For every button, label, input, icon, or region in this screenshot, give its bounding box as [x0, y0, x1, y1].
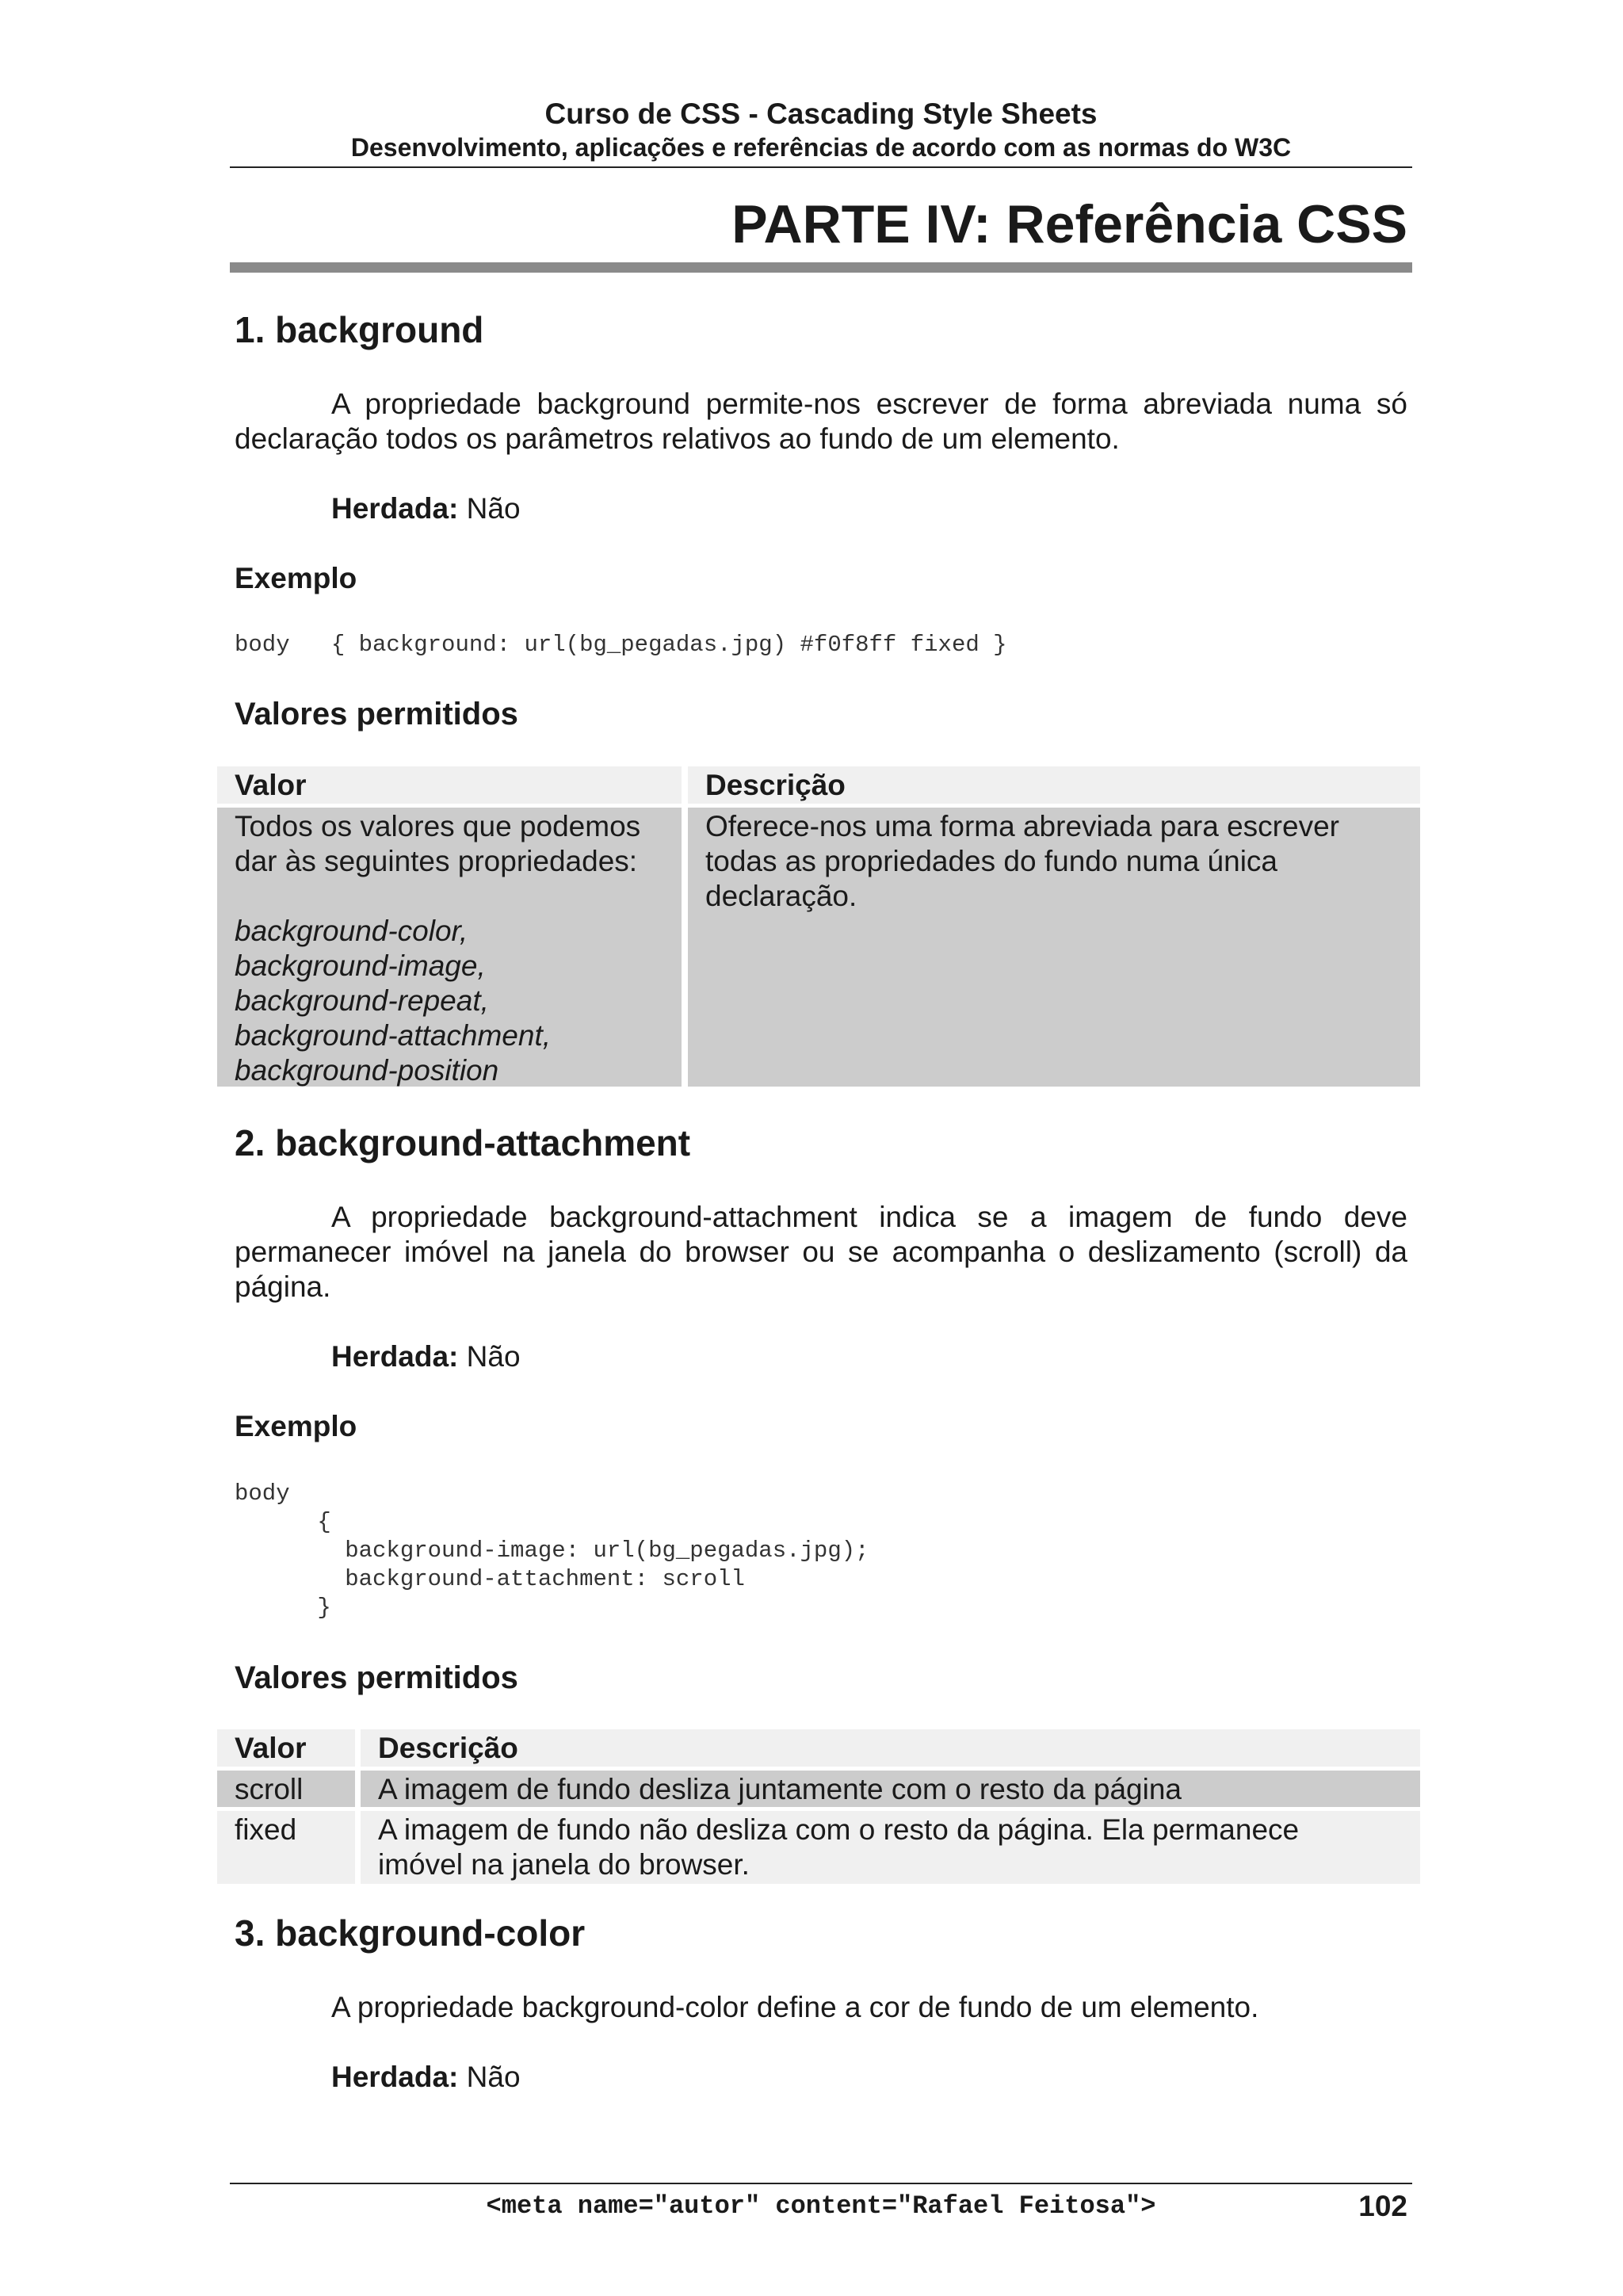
- section-title: 2. background-attachment: [235, 1122, 691, 1163]
- inherited-line: [331, 1339, 521, 1374]
- description-line: imóvel na janela do browser.: [378, 1848, 750, 1881]
- part-title: PARTE IV: Referência CSS: [731, 194, 1407, 254]
- property-name: background-image,: [235, 949, 486, 982]
- inherited-line: [331, 491, 521, 526]
- inherited-label: Herdada:: [331, 1340, 459, 1373]
- property-name: background-position: [235, 1054, 499, 1087]
- table-cell-value: [217, 808, 682, 1087]
- inherited-value: Não: [466, 1340, 521, 1373]
- section-description-line: declaração todos os parâmetros relativos ao fundo de um elemento.: [235, 422, 1120, 455]
- table-header-description: Descrição: [688, 766, 1420, 804]
- page-footer: [230, 2189, 1412, 2224]
- values-label: Valores permitidos: [235, 697, 518, 732]
- value-text-line: dar às seguintes propriedades:: [235, 845, 638, 877]
- inherited-value: Não: [466, 492, 521, 525]
- table-header-value: Valor: [217, 1729, 355, 1767]
- property-name: background-attachment,: [235, 1019, 552, 1052]
- inherited-line: [331, 2060, 521, 2095]
- table-header-value: Valor: [217, 766, 682, 804]
- example-code: body { background-image: url(bg_pegadas.jpg); background-attachment: scroll }: [235, 1480, 869, 1621]
- table-header-description: Descrição: [361, 1729, 1420, 1767]
- header-divider: [230, 166, 1412, 168]
- example-label: Exemplo: [235, 562, 357, 594]
- section-description-line: página.: [235, 1270, 331, 1303]
- property-name: background-repeat,: [235, 984, 489, 1017]
- description-line: declaração.: [705, 880, 857, 912]
- section-description-line: A propriedade background-color define a cor de fundo de um elemento.: [331, 1991, 1259, 2023]
- inherited-value: Não: [466, 2061, 521, 2093]
- part-title-underline: [230, 262, 1412, 273]
- inherited-label: Herdada:: [331, 2061, 459, 2093]
- value-text-line: Todos os valores que podemos: [235, 810, 641, 842]
- footer-divider: [230, 2183, 1412, 2184]
- values-label: Valores permitidos: [235, 1660, 518, 1695]
- section-title: 1. background: [235, 309, 484, 350]
- section-title: 3. background-color: [235, 1912, 586, 1954]
- description-line: A imagem de fundo não desliza com o resto da página. Ela permanece: [378, 1813, 1300, 1846]
- footer-meta-tag: <meta name="autor" content="Rafael Feitosa">: [486, 2191, 1156, 2221]
- example-code: body { background: url(bg_pegadas.jpg) #f0f8ff fixed }: [235, 632, 1007, 658]
- running-header-subtitle: Desenvolvimento, aplicações e referências de acordo com as normas do W3C: [350, 133, 1292, 162]
- example-label: Exemplo: [235, 1410, 357, 1442]
- section-description-line: permanecer imóvel na janela do browser ou se acompanha o deslizamento (scroll) da: [235, 1236, 1407, 1268]
- table-cell-description: [361, 1811, 1420, 1884]
- description-line: todas as propriedades do fundo numa única: [705, 845, 1278, 877]
- inherited-label: Herdada:: [331, 492, 459, 525]
- description-line: A imagem de fundo desliza juntamente com o resto da página: [378, 1773, 1182, 1805]
- section-description-line: A propriedade background permite-nos escrever de forma abreviada numa só: [331, 388, 1407, 420]
- table-cell-description: [688, 808, 1420, 1087]
- table-cell-value: scroll: [217, 1771, 355, 1807]
- property-name: background-color,: [235, 915, 468, 947]
- table-cell-value: fixed: [217, 1811, 355, 1884]
- table-cell-description: [361, 1771, 1420, 1807]
- description-line: Oferece-nos uma forma abreviada para escrever: [705, 810, 1339, 842]
- page-number: 102: [1358, 2190, 1407, 2222]
- section-description-line: A propriedade background-attachment indica se a imagem de fundo deve: [331, 1201, 1407, 1233]
- running-header-title: Curso de CSS - Cascading Style Sheets: [544, 97, 1098, 130]
